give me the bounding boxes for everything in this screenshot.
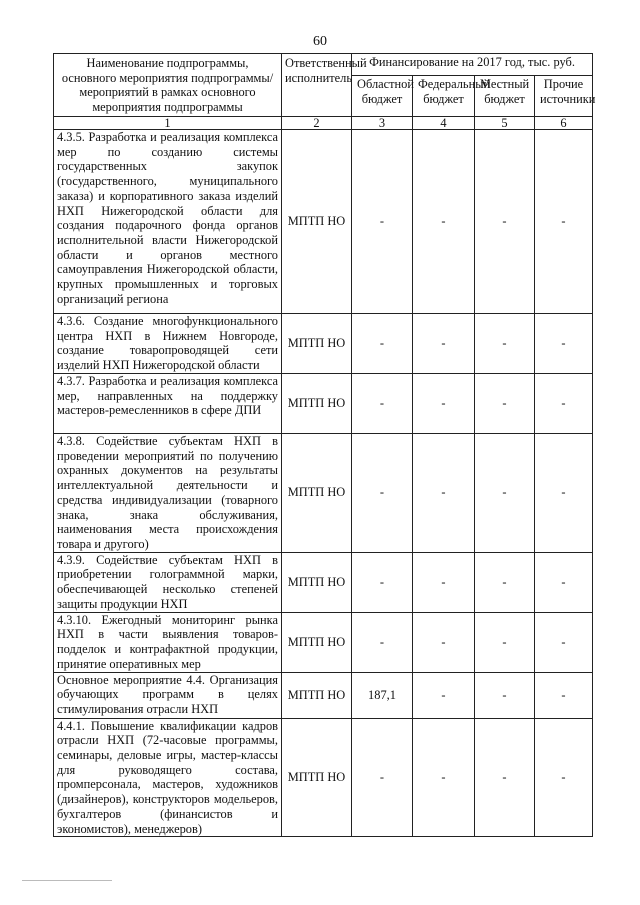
header-financing: Финансирование на 2017 год, тыс. руб. <box>352 54 593 76</box>
row-regional: - <box>352 552 413 612</box>
row-other: - <box>535 434 593 553</box>
row-name: Основное мероприятие 4.4. Организация обучающих программ в целях стимулирования отрасли НХП <box>54 672 282 718</box>
table-row <box>54 612 593 672</box>
row-regional: - <box>352 718 413 837</box>
row-name: 4.3.6. Создание многофункционального центра НХП в Нижнем Новгороде, создание товаропроводящей сети изделий НХП Нижегородской области <box>54 314 282 374</box>
row-local: - <box>475 314 535 374</box>
row-federal: - <box>413 374 475 434</box>
table-row <box>54 718 593 837</box>
row-regional: 187,1 <box>352 672 413 718</box>
row-local: - <box>475 434 535 553</box>
row-responsible: МПТП НО <box>282 612 352 672</box>
column-number: 2 <box>282 117 352 130</box>
row-regional: - <box>352 612 413 672</box>
row-other: - <box>535 612 593 672</box>
row-federal: - <box>413 718 475 837</box>
row-federal: - <box>413 434 475 553</box>
row-responsible: МПТП НО <box>282 552 352 612</box>
table-row <box>54 434 593 553</box>
column-number: 1 <box>54 117 282 130</box>
header-responsible: Ответственный исполнитель <box>282 54 352 117</box>
column-number: 6 <box>535 117 593 130</box>
column-number: 3 <box>352 117 413 130</box>
row-local: - <box>475 672 535 718</box>
row-local: - <box>475 552 535 612</box>
row-other: - <box>535 314 593 374</box>
row-regional: - <box>352 314 413 374</box>
header-federal: Федеральный бюджет <box>413 75 475 116</box>
row-regional: - <box>352 434 413 553</box>
row-other: - <box>535 552 593 612</box>
row-responsible: МПТП НО <box>282 374 352 434</box>
row-federal: - <box>413 314 475 374</box>
table-row <box>54 552 593 612</box>
row-responsible: МПТП НО <box>282 434 352 553</box>
row-name: 4.3.9. Содействие субъектам НХП в приобретении голограммной марки, обеспечивающей несколько степеней защиты продукции НХП <box>54 552 282 612</box>
row-responsible: МПТП НО <box>282 130 352 314</box>
row-federal: - <box>413 552 475 612</box>
column-number: 4 <box>413 117 475 130</box>
row-name: 4.3.8. Содействие субъектам НХП в проведении мероприятий по получению охранных документов на результаты интеллектуальной деятельности и средства индивидуализации (товарного знака, знака обслуживания, наименования места происхождения товара и другого) <box>54 434 282 553</box>
row-other: - <box>535 130 593 314</box>
row-responsible: МПТП НО <box>282 718 352 837</box>
row-regional: - <box>352 374 413 434</box>
page-number: 60 <box>313 34 327 49</box>
header-other: Прочие источники <box>535 75 593 116</box>
header-local: Местный бюджет <box>475 75 535 116</box>
row-name: 4.3.7. Разработка и реализация комплекса мер, направленных на поддержку мастеров-ремесленников в сфере ДПИ <box>54 374 282 434</box>
row-responsible: МПТП НО <box>282 314 352 374</box>
table-row <box>54 130 593 314</box>
row-local: - <box>475 130 535 314</box>
row-local: - <box>475 374 535 434</box>
row-other: - <box>535 718 593 837</box>
row-other: - <box>535 374 593 434</box>
row-regional: - <box>352 130 413 314</box>
table-row <box>54 314 593 374</box>
row-federal: - <box>413 612 475 672</box>
row-responsible: МПТП НО <box>282 672 352 718</box>
row-local: - <box>475 612 535 672</box>
table-row <box>54 672 593 718</box>
row-name: 4.4.1. Повышение квалификации кадров отрасли НХП (72-часовые программы, семинары, деловые игры, мастер-классы для руководящего состава, промперсонала, мастеров, художников (дизайнеров), конструкторов модельеров, бухгалтеров (финансистов и экономистов), менеджеров) <box>54 718 282 837</box>
table-row <box>54 374 593 434</box>
row-other: - <box>535 672 593 718</box>
header-regional: Областной бюджет <box>352 75 413 116</box>
header-name: Наименование подпрограммы, основного мероприятия подпрограммы/мероприятий в рамках основного мероприятия подпрограммы <box>54 54 282 117</box>
column-number: 5 <box>475 117 535 130</box>
row-federal: - <box>413 130 475 314</box>
financing-table <box>53 53 596 837</box>
row-local: - <box>475 718 535 837</box>
scan-artifact-line <box>22 880 112 881</box>
row-federal: - <box>413 672 475 718</box>
row-name: 4.3.10. Ежегодный мониторинг рынка НХП в части выявления товаров-подделок и контрафактной продукции, принятие оперативных мер <box>54 612 282 672</box>
row-name: 4.3.5. Разработка и реализация комплекса мер по созданию системы государственных закупок (государственного, муниципального заказа) и корпоративного заказа изделий НХП Нижегородской области для создания подарочного фонда органов исполнительной власти Нижегородской области и органов местного самоуправления Нижегородской области, крупных промышленных и торговых организаций региона <box>54 130 282 314</box>
